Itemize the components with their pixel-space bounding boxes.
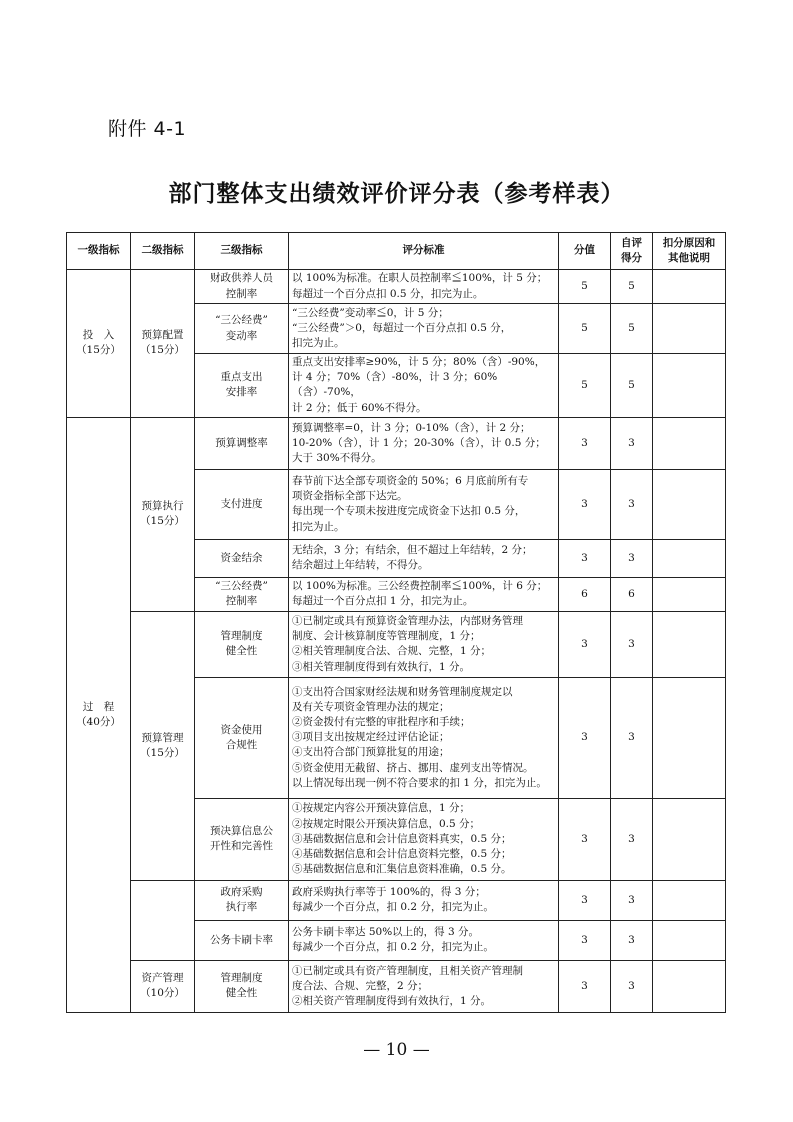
self-score: 3 (611, 611, 653, 677)
scoring-criteria: 政府采购执行率等于 100%的，得 3 分； 每减少一个百分点，扣 0.2 分，扣完为止。 (289, 880, 559, 920)
level2-indicator (131, 880, 195, 960)
table-header-row (67, 233, 726, 270)
deduction-remarks (653, 270, 726, 304)
self-score: 3 (611, 539, 653, 577)
level3-indicator: 财政供养人员 控制率 (195, 270, 289, 304)
score-value: 3 (559, 611, 611, 677)
level2-indicator: 预算配置 （15分） (131, 270, 195, 418)
scoring-criteria: 以 100%为标准。三公经费控制率≦100%，计 6 分； 每超过一个百分点扣 1 分，扣完为止。 (289, 577, 559, 611)
table-row (67, 960, 726, 1012)
score-value: 3 (559, 960, 611, 1012)
deduction-remarks (653, 354, 726, 418)
score-value: 3 (559, 798, 611, 880)
self-score: 3 (611, 960, 653, 1012)
score-value: 3 (559, 539, 611, 577)
self-score: 3 (611, 920, 653, 960)
deduction-remarks (653, 798, 726, 880)
level3-indicator: 公务卡刷卡率 (195, 920, 289, 960)
level2-indicator: 预算管理 （15分） (131, 611, 195, 880)
deduction-remarks (653, 960, 726, 1012)
score-value: 3 (559, 469, 611, 539)
score-value: 5 (559, 354, 611, 418)
score-value: 3 (559, 417, 611, 469)
self-score: 6 (611, 577, 653, 611)
attachment-label: 附件 4-1 (108, 118, 187, 140)
level2-indicator: 预算执行 （15分） (131, 417, 195, 611)
level3-indicator: 资金结余 (195, 539, 289, 577)
level1-indicator: 过 程 （40分） (67, 417, 131, 1012)
score-value: 6 (559, 577, 611, 611)
deduction-remarks (653, 417, 726, 469)
scoring-criteria: ①已制定或具有资产管理制度，且相关资产管理制 度合法、合规、完整，2 分； ②相关资产管理制度得到有效执行，1 分。 (289, 960, 559, 1012)
self-score: 3 (611, 880, 653, 920)
deduction-remarks (653, 304, 726, 354)
score-value: 3 (559, 677, 611, 798)
page-title: 部门整体支出绩效评价评分表（参考样表） (168, 181, 625, 207)
scoring-criteria: 预算调整率=0，计 3 分；0-10%（含），计 2 分； 10-20%（含），计 1 分；20-30%（含），计 0.5 分； 大于 30%不得分。 (289, 417, 559, 469)
scoring-table (66, 232, 726, 1013)
self-score: 3 (611, 469, 653, 539)
level1-indicator: 投 入 （15分） (67, 270, 131, 418)
level3-indicator: 重点支出 安排率 (195, 354, 289, 418)
score-value: 3 (559, 920, 611, 960)
level3-indicator: 政府采购 执行率 (195, 880, 289, 920)
level3-indicator: “三公经费” 控制率 (195, 577, 289, 611)
header-level1: 一级指标 (67, 233, 131, 270)
deduction-remarks (653, 920, 726, 960)
score-value: 5 (559, 270, 611, 304)
deduction-remarks (653, 469, 726, 539)
header-level3: 三级指标 (195, 233, 289, 270)
level3-indicator: “三公经费” 变动率 (195, 304, 289, 354)
deduction-remarks (653, 611, 726, 677)
level3-indicator: 预决算信息公 开性和完善性 (195, 798, 289, 880)
level3-indicator: 管理制度 健全性 (195, 960, 289, 1012)
level3-indicator: 资金使用 合规性 (195, 677, 289, 798)
level2-indicator: 资产管理 （10分） (131, 960, 195, 1012)
score-value: 3 (559, 880, 611, 920)
self-score: 3 (611, 417, 653, 469)
scoring-criteria: “三公经费”变动率≦0，计 5 分； “三公经费”＞0，每超过一个百分点扣 0.5 分， 扣完为止。 (289, 304, 559, 354)
header-level2: 二级指标 (131, 233, 195, 270)
level3-indicator: 管理制度 健全性 (195, 611, 289, 677)
scoring-criteria: 以 100%为标准。在职人员控制率≦100%，计 5 分； 每超过一个百分点扣 0.5 分，扣完为止。 (289, 270, 559, 304)
scoring-criteria: 春节前下达全部专项资金的 50%；6 月底前所有专 项资金指标全部下达完。 每出现一个专项未按进度完成资金下达扣 0.5 分， 扣完为止。 (289, 469, 559, 539)
self-score: 3 (611, 798, 653, 880)
score-value: 5 (559, 304, 611, 354)
deduction-remarks (653, 539, 726, 577)
self-score: 3 (611, 677, 653, 798)
scoring-criteria: ①支出符合国家财经法规和财务管理制度规定以 及有关专项资金管理办法的规定； ②资金拨付有完整的审批程序和手续； ③项目支出按规定经过评估论证； ④支出符合部门预算批复的用途； ⑤资金使用无截留、挤占、挪用、虚列支出等情况。 以上情况每出现一例不符合要求的扣 1 分，扣完为止。 (289, 677, 559, 798)
header-remarks: 扣分原因和 其他说明 (653, 233, 726, 270)
header-self-score: 自评 得分 (611, 233, 653, 270)
scoring-criteria: ①已制定或具有预算资金管理办法，内部财务管理 制度、会计核算制度等管理制度，1 分； ②相关管理制度合法、合规、完整，1 分； ③相关管理制度得到有效执行，1 分。 (289, 611, 559, 677)
self-score: 5 (611, 270, 653, 304)
scoring-criteria: 公务卡刷卡率达 50%以上的，得 3 分。 每减少一个百分点，扣 0.2 分，扣完为止。 (289, 920, 559, 960)
header-score: 分值 (559, 233, 611, 270)
deduction-remarks (653, 677, 726, 798)
page-number: — 10 — (363, 1040, 430, 1060)
level3-indicator: 支付进度 (195, 469, 289, 539)
self-score: 5 (611, 304, 653, 354)
level3-indicator: 预算调整率 (195, 417, 289, 469)
deduction-remarks (653, 880, 726, 920)
scoring-criteria: ①按规定内容公开预决算信息，1 分； ②按规定时限公开预决算信息，0.5 分； ③基础数据信息和会计信息资料真实，0.5 分； ④基础数据信息和会计信息资料完整，0.5 分； ⑤基础数据信息和汇集信息资料准确，0.5 分。 (289, 798, 559, 880)
deduction-remarks (653, 577, 726, 611)
header-criteria: 评分标准 (289, 233, 559, 270)
table-row (67, 611, 726, 677)
scoring-criteria: 重点支出安排率≥90%，计 5 分；80%（含）-90%， 计 4 分；70%（含）-80%，计 3 分；60%（含）-70%， 计 2 分；低于 60%不得分。 (289, 354, 559, 418)
table-row (67, 417, 726, 469)
self-score: 5 (611, 354, 653, 418)
table-row (67, 880, 726, 920)
scoring-criteria: 无结余，3 分；有结余，但不超过上年结转，2 分； 结余超过上年结转，不得分。 (289, 539, 559, 577)
table-row (67, 270, 726, 304)
